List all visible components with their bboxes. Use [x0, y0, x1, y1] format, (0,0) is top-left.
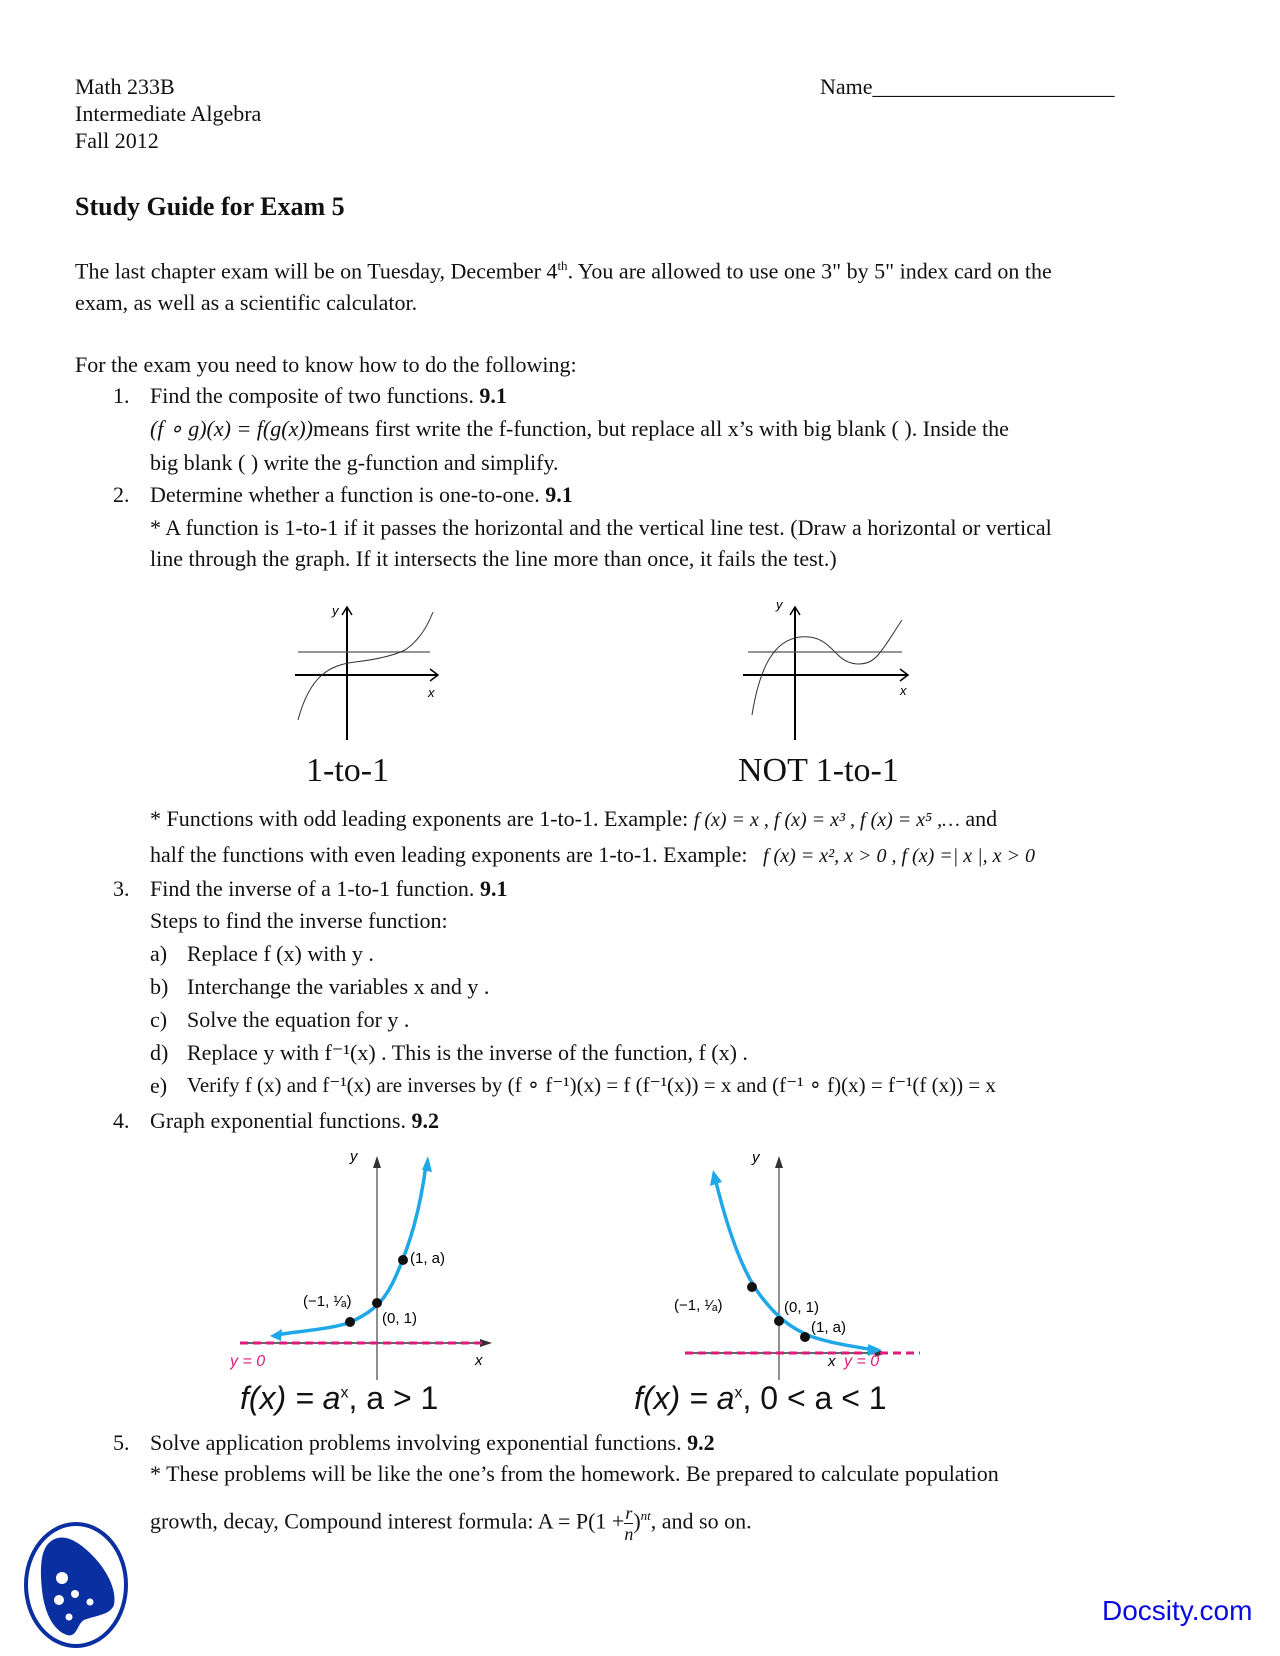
step-label: b) — [150, 974, 169, 999]
step-label: d) — [150, 1040, 169, 1065]
note-text: * Functions with odd leading exponents are 1-to-1. Example: — [150, 806, 689, 831]
axis-x-label: x — [475, 1352, 483, 1369]
point-label: (1, a) — [410, 1250, 446, 1267]
name-label: Name — [820, 74, 873, 99]
item-number: 4. — [113, 1108, 130, 1133]
axis-y-label: y — [776, 597, 783, 612]
intro-line-2: exam, as well as a scientific calculator. — [75, 290, 418, 315]
graph-not-one-to-one — [740, 595, 920, 745]
docsity-watermark-link[interactable]: Docsity.com — [1102, 1595, 1253, 1626]
course-term: Fall 2012 — [75, 128, 159, 153]
composite-formula: (f ∘ g)(x) = f(g(x)) — [150, 416, 313, 441]
item-number: 5. — [113, 1430, 130, 1455]
item-2-note-odd — [150, 806, 997, 832]
point-label: (−1, ¹⁄ₐ) — [303, 1293, 352, 1310]
caption-function: f(x) = a — [240, 1380, 341, 1416]
point-label: (0, 1) — [784, 1299, 820, 1316]
course-code: Math 233B — [75, 74, 175, 99]
caption-growth — [240, 1380, 438, 1417]
item-1-detail-1 — [150, 416, 1009, 442]
intro-text-cont: . You are allowed to use one 3" by 5" index card on the — [567, 258, 1052, 284]
section-ref: 9.1 — [479, 383, 507, 408]
fraction-r-over-n — [624, 1503, 633, 1544]
name-field[interactable] — [820, 73, 1115, 100]
caption-function: f(x) = a — [634, 1380, 735, 1416]
item-text: Graph exponential functions. — [150, 1108, 406, 1133]
item-number: 3. — [113, 876, 130, 901]
item-2-note-1: * A function is 1-to-1 if it passes the horizontal and the vertical line test. (Draw a horizontal or vertical — [150, 515, 1052, 540]
point-label: (−1, ¹⁄ₐ) — [674, 1297, 723, 1314]
step-text: Verify f (x) and f⁻¹(x) are inverses by (f ∘ f⁻¹)(x) = f (f⁻¹(x)) = x and (f⁻¹ ∘ f)(x) = f⁻¹(f (x)) = x — [187, 1073, 996, 1097]
note-text: half the functions with even leading exponents are 1-to-1. Example: — [150, 842, 748, 867]
caption-exponent: x — [340, 1384, 349, 1402]
item-5-note-1: * These problems will be like the one’s from the homework. Be prepared to calculate population — [150, 1461, 999, 1486]
even-examples-math: f (x) = x², x > 0 , f (x) =| x |, x > 0 — [762, 845, 1035, 867]
item-5-note-2: growth, decay, Compound interest formula: A = P(1 + $\frac{r}{n}$ )$^{nt}$, and so on. — [150, 1503, 752, 1544]
step-label: a) — [150, 941, 168, 966]
section-ref: 9.1 — [479, 876, 508, 901]
step-text: Replace y with f⁻¹(x) . This is the inverse of the function, f (x) . — [187, 1040, 748, 1065]
step-text: Replace f (x) with y . — [187, 941, 374, 966]
step-text: Solve the equation for y . — [187, 1007, 410, 1032]
item-2-note-2: line through the graph. If it intersects the line more than once, it fails the test.) — [150, 546, 837, 571]
course-name: Intermediate Algebra — [75, 101, 262, 126]
axis-y-label: y — [332, 603, 339, 618]
section-ref: 9.2 — [411, 1108, 439, 1133]
step-text: Interchange the variables x and y . — [187, 974, 490, 999]
item-4-heading — [150, 1108, 439, 1134]
caption-condition: , a > 1 — [348, 1380, 439, 1416]
item-1-heading — [150, 383, 507, 409]
asymptote-label: y = 0 — [230, 1353, 266, 1370]
point-label: (1, a) — [811, 1319, 847, 1336]
item-text: Find the composite of two functions. — [150, 383, 474, 408]
item-3-heading — [150, 876, 507, 902]
caption-exponent: x — [734, 1384, 743, 1402]
item-2-note-even — [150, 842, 1035, 868]
steps-intro: Steps to find the inverse function: — [150, 908, 448, 933]
caption-not-one-to-one: NOT 1-to-1 — [738, 752, 899, 789]
graph-exponential-growth — [230, 1150, 500, 1380]
formula-text-end: , and so on. — [650, 1508, 752, 1534]
caption-decay — [634, 1380, 887, 1417]
item-text: Solve application problems involving exponential functions. — [150, 1430, 682, 1455]
item-5-heading — [150, 1430, 715, 1456]
intro-text: The last chapter exam will be on Tuesday, December 4 — [75, 258, 558, 284]
graph-one-to-one — [280, 595, 460, 745]
item-number: 1. — [113, 383, 130, 408]
axis-x-label: x — [828, 1353, 836, 1370]
item-text: Determine whether a function is one-to-one. — [150, 482, 540, 507]
frac-numerator: r — [625, 1503, 633, 1523]
lead-text: For the exam you need to know how to do the following: — [75, 352, 577, 377]
caption-one-to-one: 1-to-1 — [306, 752, 390, 789]
axis-y-label: y — [752, 1150, 760, 1166]
note-text-end: and — [965, 806, 998, 831]
frac-denominator: n — [624, 1524, 634, 1544]
asymptote-label: y = 0 — [844, 1353, 880, 1370]
axis-x-label: x — [428, 685, 435, 700]
page-title: Study Guide for Exam 5 — [75, 192, 345, 221]
intro-line-1 — [75, 258, 1052, 284]
step-label: c) — [150, 1007, 168, 1032]
step-label: e) — [150, 1073, 168, 1098]
graph-exponential-decay — [660, 1150, 940, 1380]
point-label: (0, 1) — [382, 1310, 418, 1327]
name-blank: ______________________ — [872, 74, 1115, 99]
item-1-detail-2: big blank ( ) write the g-function and simplify. — [150, 450, 559, 475]
odd-examples-math: f (x) = x , f (x) = x³ , f (x) = x⁵ ,… — [693, 809, 960, 831]
item-2-heading — [150, 482, 573, 508]
item-number: 2. — [113, 482, 130, 507]
axis-x-label: x — [900, 683, 907, 698]
axis-y-label: y — [350, 1150, 358, 1165]
item-text: Find the inverse of a 1-to-1 function. — [150, 876, 475, 901]
detail-text: means first write the f-function, but replace all x’s with big blank ( ). Inside the — [312, 416, 1009, 441]
formula-text: growth, decay, Compound interest formula: A = P(1 + — [150, 1508, 625, 1534]
section-ref: 9.2 — [687, 1430, 715, 1455]
section-ref: 9.1 — [545, 482, 573, 507]
ordinal-sup: th — [557, 258, 568, 273]
docsity-logo-icon — [22, 1520, 130, 1650]
caption-condition: , 0 < a < 1 — [742, 1380, 887, 1416]
formula-exponent: nt — [640, 1508, 651, 1524]
